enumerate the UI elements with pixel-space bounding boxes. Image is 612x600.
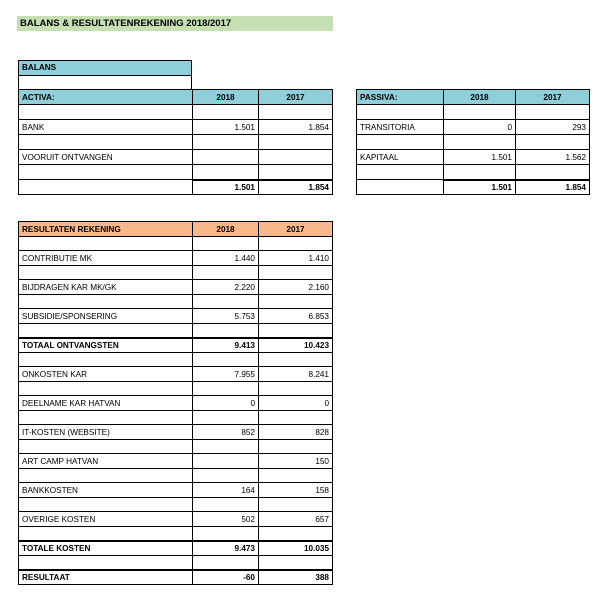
value-2018 bbox=[193, 454, 259, 469]
value-2017: 1.410 bbox=[259, 251, 333, 266]
row-label: DEELNAME KAR HATVAN bbox=[19, 396, 193, 411]
row-label: BANKKOSTEN bbox=[19, 483, 193, 498]
value-2018: 7.955 bbox=[193, 367, 259, 382]
resultaten-header-label: RESULTATEN REKENING bbox=[19, 222, 193, 237]
table-row bbox=[357, 120, 590, 135]
table-row bbox=[19, 454, 333, 469]
table-row bbox=[357, 150, 590, 165]
row-label: RESULTAAT bbox=[19, 570, 193, 585]
passiva-header-2017: 2017 bbox=[516, 90, 590, 105]
total-2018: 1.501 bbox=[193, 180, 259, 195]
result-2017: 388 bbox=[259, 570, 333, 585]
table-row bbox=[19, 309, 333, 324]
passiva-table bbox=[356, 89, 590, 195]
value-2018: 5.753 bbox=[193, 309, 259, 324]
value-2018: 1.501 bbox=[193, 120, 259, 135]
table-row bbox=[19, 425, 333, 440]
value-2018: 0 bbox=[193, 396, 259, 411]
row-label: VOORUIT ONTVANGEN bbox=[19, 150, 193, 165]
total-row bbox=[357, 180, 590, 195]
total-row bbox=[19, 180, 333, 195]
passiva-header-2018: 2018 bbox=[444, 90, 516, 105]
total-2017: 1.854 bbox=[516, 180, 590, 195]
table-row bbox=[19, 150, 333, 165]
table-row bbox=[19, 483, 333, 498]
table-row bbox=[19, 367, 333, 382]
activa-header-label: ACTIVA: bbox=[19, 90, 193, 105]
table-row bbox=[19, 120, 333, 135]
total-2018: 9.473 bbox=[193, 541, 259, 556]
value-2017: 657 bbox=[259, 512, 333, 527]
value-2018: 852 bbox=[193, 425, 259, 440]
row-label: KAPITAAL bbox=[357, 150, 444, 165]
result-2018: -60 bbox=[193, 570, 259, 585]
value-2017: 293 bbox=[516, 120, 590, 135]
row-label: BANK bbox=[19, 120, 193, 135]
row-label: CONTRIBUTIE MK bbox=[19, 251, 193, 266]
total-income-row bbox=[19, 338, 333, 353]
row-label: OVERIGE KOSTEN bbox=[19, 512, 193, 527]
value-2017: 1.562 bbox=[516, 150, 590, 165]
value-2018: 1.440 bbox=[193, 251, 259, 266]
value-2017: 828 bbox=[259, 425, 333, 440]
table-row bbox=[19, 251, 333, 266]
row-label: TOTALE KOSTEN bbox=[19, 541, 193, 556]
total-2017: 1.854 bbox=[259, 180, 333, 195]
spacer-cell bbox=[19, 105, 193, 120]
activa-header-2017: 2017 bbox=[259, 90, 333, 105]
value-2017: 1.854 bbox=[259, 120, 333, 135]
value-2018: 502 bbox=[193, 512, 259, 527]
row-label: ART CAMP HATVAN bbox=[19, 454, 193, 469]
value-2018: 1.501 bbox=[444, 150, 516, 165]
total-2017: 10.423 bbox=[259, 338, 333, 353]
row-label: TRANSITORIA bbox=[357, 120, 444, 135]
value-2017: 8.241 bbox=[259, 367, 333, 382]
total-2017: 10.035 bbox=[259, 541, 333, 556]
page-title: BALANS & RESULTATENREKENING 2018/2017 bbox=[17, 16, 333, 31]
value-2018 bbox=[193, 150, 259, 165]
row-label: TOTAAL ONTVANGSTEN bbox=[19, 338, 193, 353]
row-label: SUBSIDIE/SPONSERING bbox=[19, 309, 193, 324]
value-2017: 150 bbox=[259, 454, 333, 469]
total-costs-row bbox=[19, 541, 333, 556]
table-row bbox=[19, 512, 333, 527]
value-2017: 0 bbox=[259, 396, 333, 411]
row-label: BIJDRAGEN KAR MK/GK bbox=[19, 280, 193, 295]
balans-blank-cell bbox=[18, 75, 192, 90]
total-2018: 1.501 bbox=[444, 180, 516, 195]
resultaten-table bbox=[18, 221, 333, 585]
value-2017: 158 bbox=[259, 483, 333, 498]
total-2018: 9.413 bbox=[193, 338, 259, 353]
value-2018: 2.220 bbox=[193, 280, 259, 295]
table-row bbox=[19, 396, 333, 411]
activa-header-2018: 2018 bbox=[193, 90, 259, 105]
value-2017: 6.853 bbox=[259, 309, 333, 324]
result-row bbox=[19, 570, 333, 585]
value-2018: 164 bbox=[193, 483, 259, 498]
activa-table bbox=[18, 89, 333, 195]
row-label: ONKOSTEN KAR bbox=[19, 367, 193, 382]
resultaten-header-2018: 2018 bbox=[193, 222, 259, 237]
value-2017: 2.160 bbox=[259, 280, 333, 295]
balans-label: BALANS bbox=[18, 60, 192, 76]
passiva-header-label: PASSIVA: bbox=[357, 90, 444, 105]
value-2017 bbox=[259, 150, 333, 165]
table-row bbox=[19, 280, 333, 295]
row-label: IT-KOSTEN (WEBSITE) bbox=[19, 425, 193, 440]
value-2018: 0 bbox=[444, 120, 516, 135]
resultaten-header-2017: 2017 bbox=[259, 222, 333, 237]
